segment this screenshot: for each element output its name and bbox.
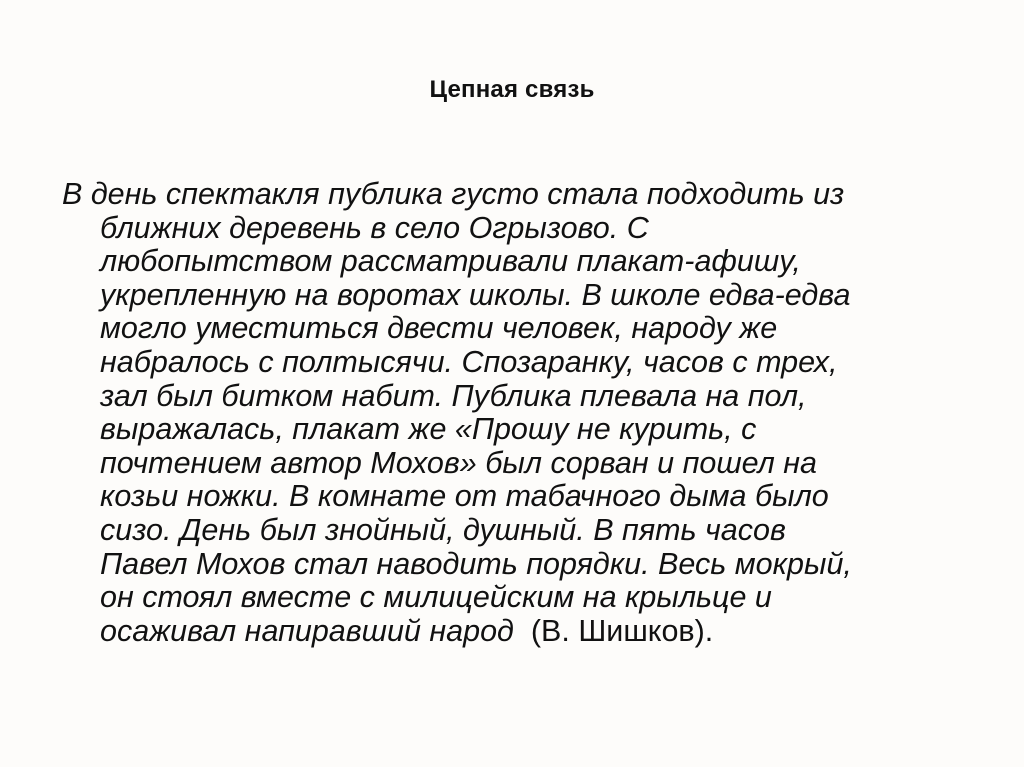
passage-line: В день спектакля публика густо стала подходить из (62, 177, 845, 211)
passage-text (62, 178, 962, 648)
passage-line: почтением автор Мохов» был сорван и пошел на (100, 445, 818, 480)
passage-line: зал был битком набит. Публика плевала на пол, (100, 378, 807, 413)
passage-line: осаживал напиравший народ (100, 613, 514, 648)
passage-line: укрепленную на воротах школы. В школе едва-едва (100, 277, 851, 312)
passage-line: могло уместиться двести человек, народу же (100, 311, 778, 346)
passage-line: Павел Мохов стал наводить порядки. Весь мокрый, (100, 546, 852, 581)
passage-line: любопытством рассматривали плакат-афишу, (100, 244, 801, 279)
passage-line: ближних деревень в село Огрызово. С (100, 210, 649, 245)
passage-line: он стоял вместе с милицейским на крыльце и (100, 580, 772, 615)
passage-line: сизо. День был знойный, душный. В пять часов (100, 512, 786, 547)
citation: (В. Шишков). (530, 613, 714, 648)
passage-line: набралось с полтысячи. Спозаранку, часов с трех, (100, 344, 838, 379)
passage-line: выражалась, плакат же «Прошу не курить, с (100, 412, 757, 447)
passage-last-line (62, 615, 962, 649)
passage-line: козьи ножки. В комнате от табачного дыма было (100, 479, 829, 514)
slide-title: Цепная связь (429, 76, 595, 103)
